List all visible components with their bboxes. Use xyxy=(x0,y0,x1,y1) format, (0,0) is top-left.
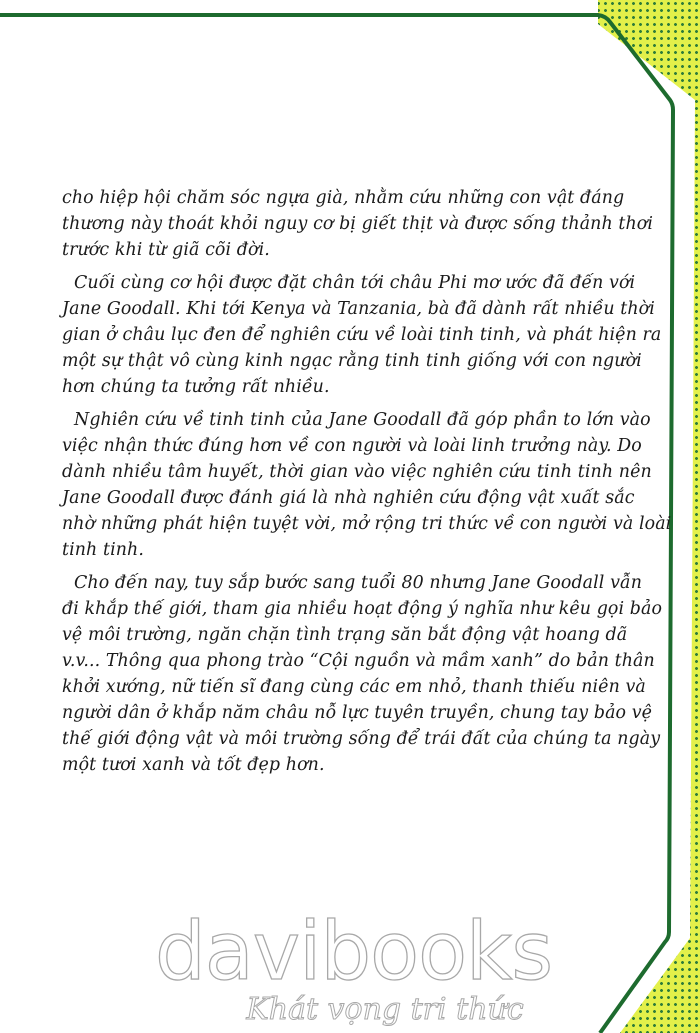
text-line: hơn chúng ta tưởng rất nhiều. xyxy=(62,377,330,397)
text-line: dành nhiều tâm huyết, thời gian vào việc nghiên cứu tinh tinh nên xyxy=(62,462,652,482)
watermark-tagline: Khát vọng tri thức xyxy=(246,992,524,1027)
paragraph-2 xyxy=(62,270,662,400)
text-line: tinh tinh. xyxy=(62,540,144,560)
text-line: trước khi từ giã cõi đời. xyxy=(62,240,270,260)
text-line: thế giới động vật và môi trường sống để trái đất của chúng ta ngày xyxy=(62,729,661,749)
paragraph-4 xyxy=(62,570,662,778)
text-line: gian ở châu lục đen để nghiên cứu về loài tinh tinh, và phát hiện ra xyxy=(62,325,662,345)
paragraph-3 xyxy=(62,407,672,563)
paragraph-1 xyxy=(62,185,662,263)
text-line: một tươi xanh và tốt đẹp hơn. xyxy=(62,755,325,775)
text-line: v.v... Thông qua phong trào “Cội nguồn và mầm xanh” do bản thân xyxy=(62,651,655,671)
text-line: vệ môi trường, ngăn chặn tình trạng săn bắt động vật hoang dã xyxy=(62,625,628,645)
watermark-brand: davibooks xyxy=(155,905,553,998)
text-line: đi khắp thế giới, tham gia nhiều hoạt động ý nghĩa như kêu gọi bảo xyxy=(62,599,663,619)
text-line: Cho đến nay, tuy sắp bước sang tuổi 80 nhưng Jane Goodall vẫn xyxy=(74,573,643,593)
text-line: nhờ những phát hiện tuyệt vời, mở rộng tri thức về con người và loài xyxy=(62,514,672,534)
text-line: Cuối cùng cơ hội được đặt chân tới châu Phi mơ ước đã đến với xyxy=(74,273,636,293)
text-line: Jane Goodall. Khi tới Kenya và Tanzania, bà đã dành rất nhiều thời xyxy=(62,299,655,319)
text-line: người dân ở khắp năm châu nỗ lực tuyên truyền, chung tay bảo vệ xyxy=(62,703,653,723)
text-line: thương này thoát khỏi nguy cơ bị giết thịt và được sống thảnh thơi xyxy=(62,214,654,234)
article-text xyxy=(62,185,672,778)
text-line: Jane Goodall được đánh giá là nhà nghiên cứu động vật xuất sắc xyxy=(62,488,635,508)
text-line: khởi xướng, nữ tiến sĩ đang cùng các em nhỏ, thanh thiếu niên và xyxy=(62,677,646,697)
text-line: Nghiên cứu về tinh tinh của Jane Goodall đã góp phần to lớn vào xyxy=(74,410,651,430)
text-line: cho hiệp hội chăm sóc ngựa già, nhằm cứu những con vật đáng xyxy=(62,188,625,208)
text-line: một sự thật vô cùng kinh ngạc rằng tinh tinh giống với con người xyxy=(62,351,642,371)
text-line: việc nhận thức đúng hơn về con người và loài linh trưởng này. Do xyxy=(62,436,642,456)
